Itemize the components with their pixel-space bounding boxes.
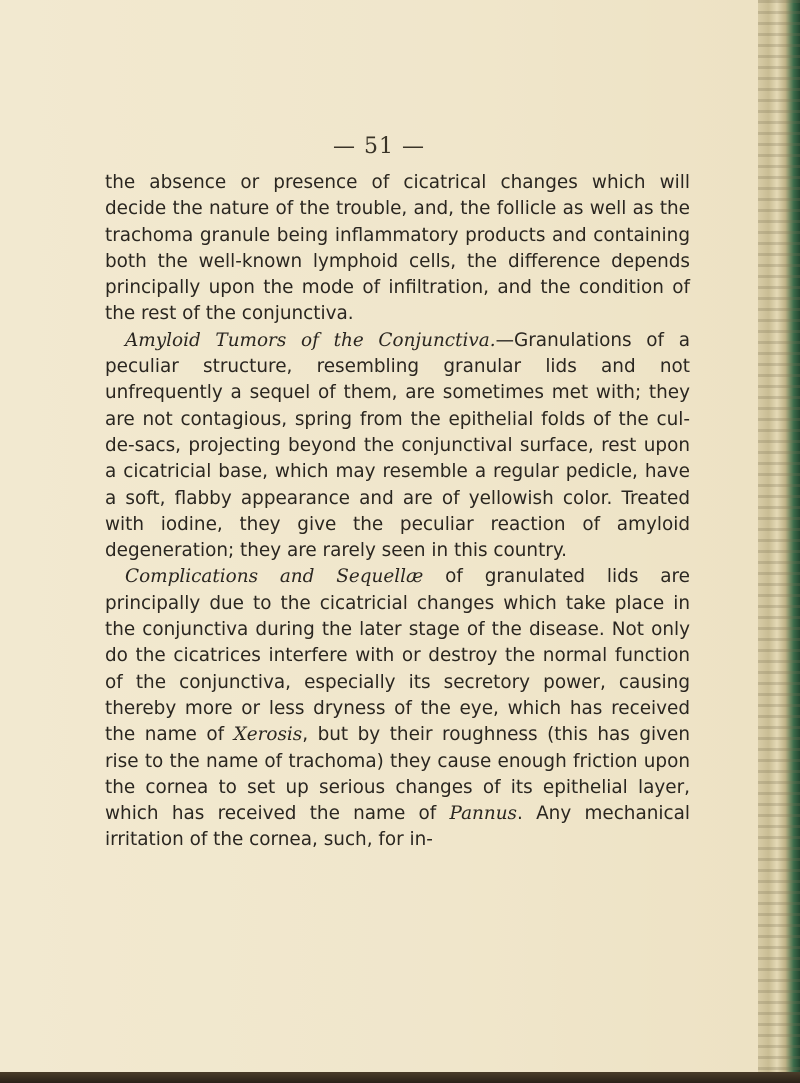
paragraph-text: . Any mechanical irritation of the cornea, such, for in- — [105, 803, 690, 851]
page-number: — 51 — — [333, 134, 425, 159]
paragraph-2 — [105, 328, 690, 565]
body-text — [105, 170, 690, 854]
book-binding-edge — [758, 0, 800, 1083]
term-pannus: Pannus — [449, 803, 517, 825]
page-bottom-edge — [0, 1072, 800, 1083]
paragraph-3 — [105, 564, 690, 853]
section-heading-amyloid-tumors: Amyloid Tumors of the Conjunctiva. — [125, 329, 496, 351]
paragraph-1 — [105, 170, 690, 328]
term-xerosis: Xerosis — [233, 724, 303, 746]
section-heading-complications: Complications and Sequellæ — [125, 566, 424, 588]
paragraph-text: of granulated lids are principally due to the cicatricial changes which take place in the conjunctiva during the later stage of the disease. Not only do the cicatrices interfere with or destroy the normal function of the conjunctiva, especially its secretory power, causing thereby more or less dryness of the eye, which has received the name of — [105, 566, 690, 746]
paragraph-text: the absence or presence of cicatrical changes which will decide the nature of the trouble, and, the follicle as well as the trachoma granule being inflammatory products and containing both the well-known lymphoid cells, the difference depends principally upon the mode of infiltration, and the condition of the rest of the conjunctiva. — [105, 172, 690, 325]
paragraph-text: , but by their roughness (this has given rise to the name of trachoma) they cause enough friction upon the cornea to set up serious changes of its epithelial layer, which has received the name of — [105, 724, 690, 825]
paragraph-text: —Granulations of a peculiar structure, resembling granular lids and not unfrequently a sequel of them, are sometimes met with; they are not contagious, spring from the epithelial folds of the cul-de-sacs, projecting beyond the conjunctival surface, rest upon a cicatricial base, which may resemble a regular pedicle, have a soft, flabby appearance and are of yellowish color. Treated with iodine, they give the peculiar reaction of amyloid degeneration; they are rarely seen in this country. — [105, 329, 690, 562]
